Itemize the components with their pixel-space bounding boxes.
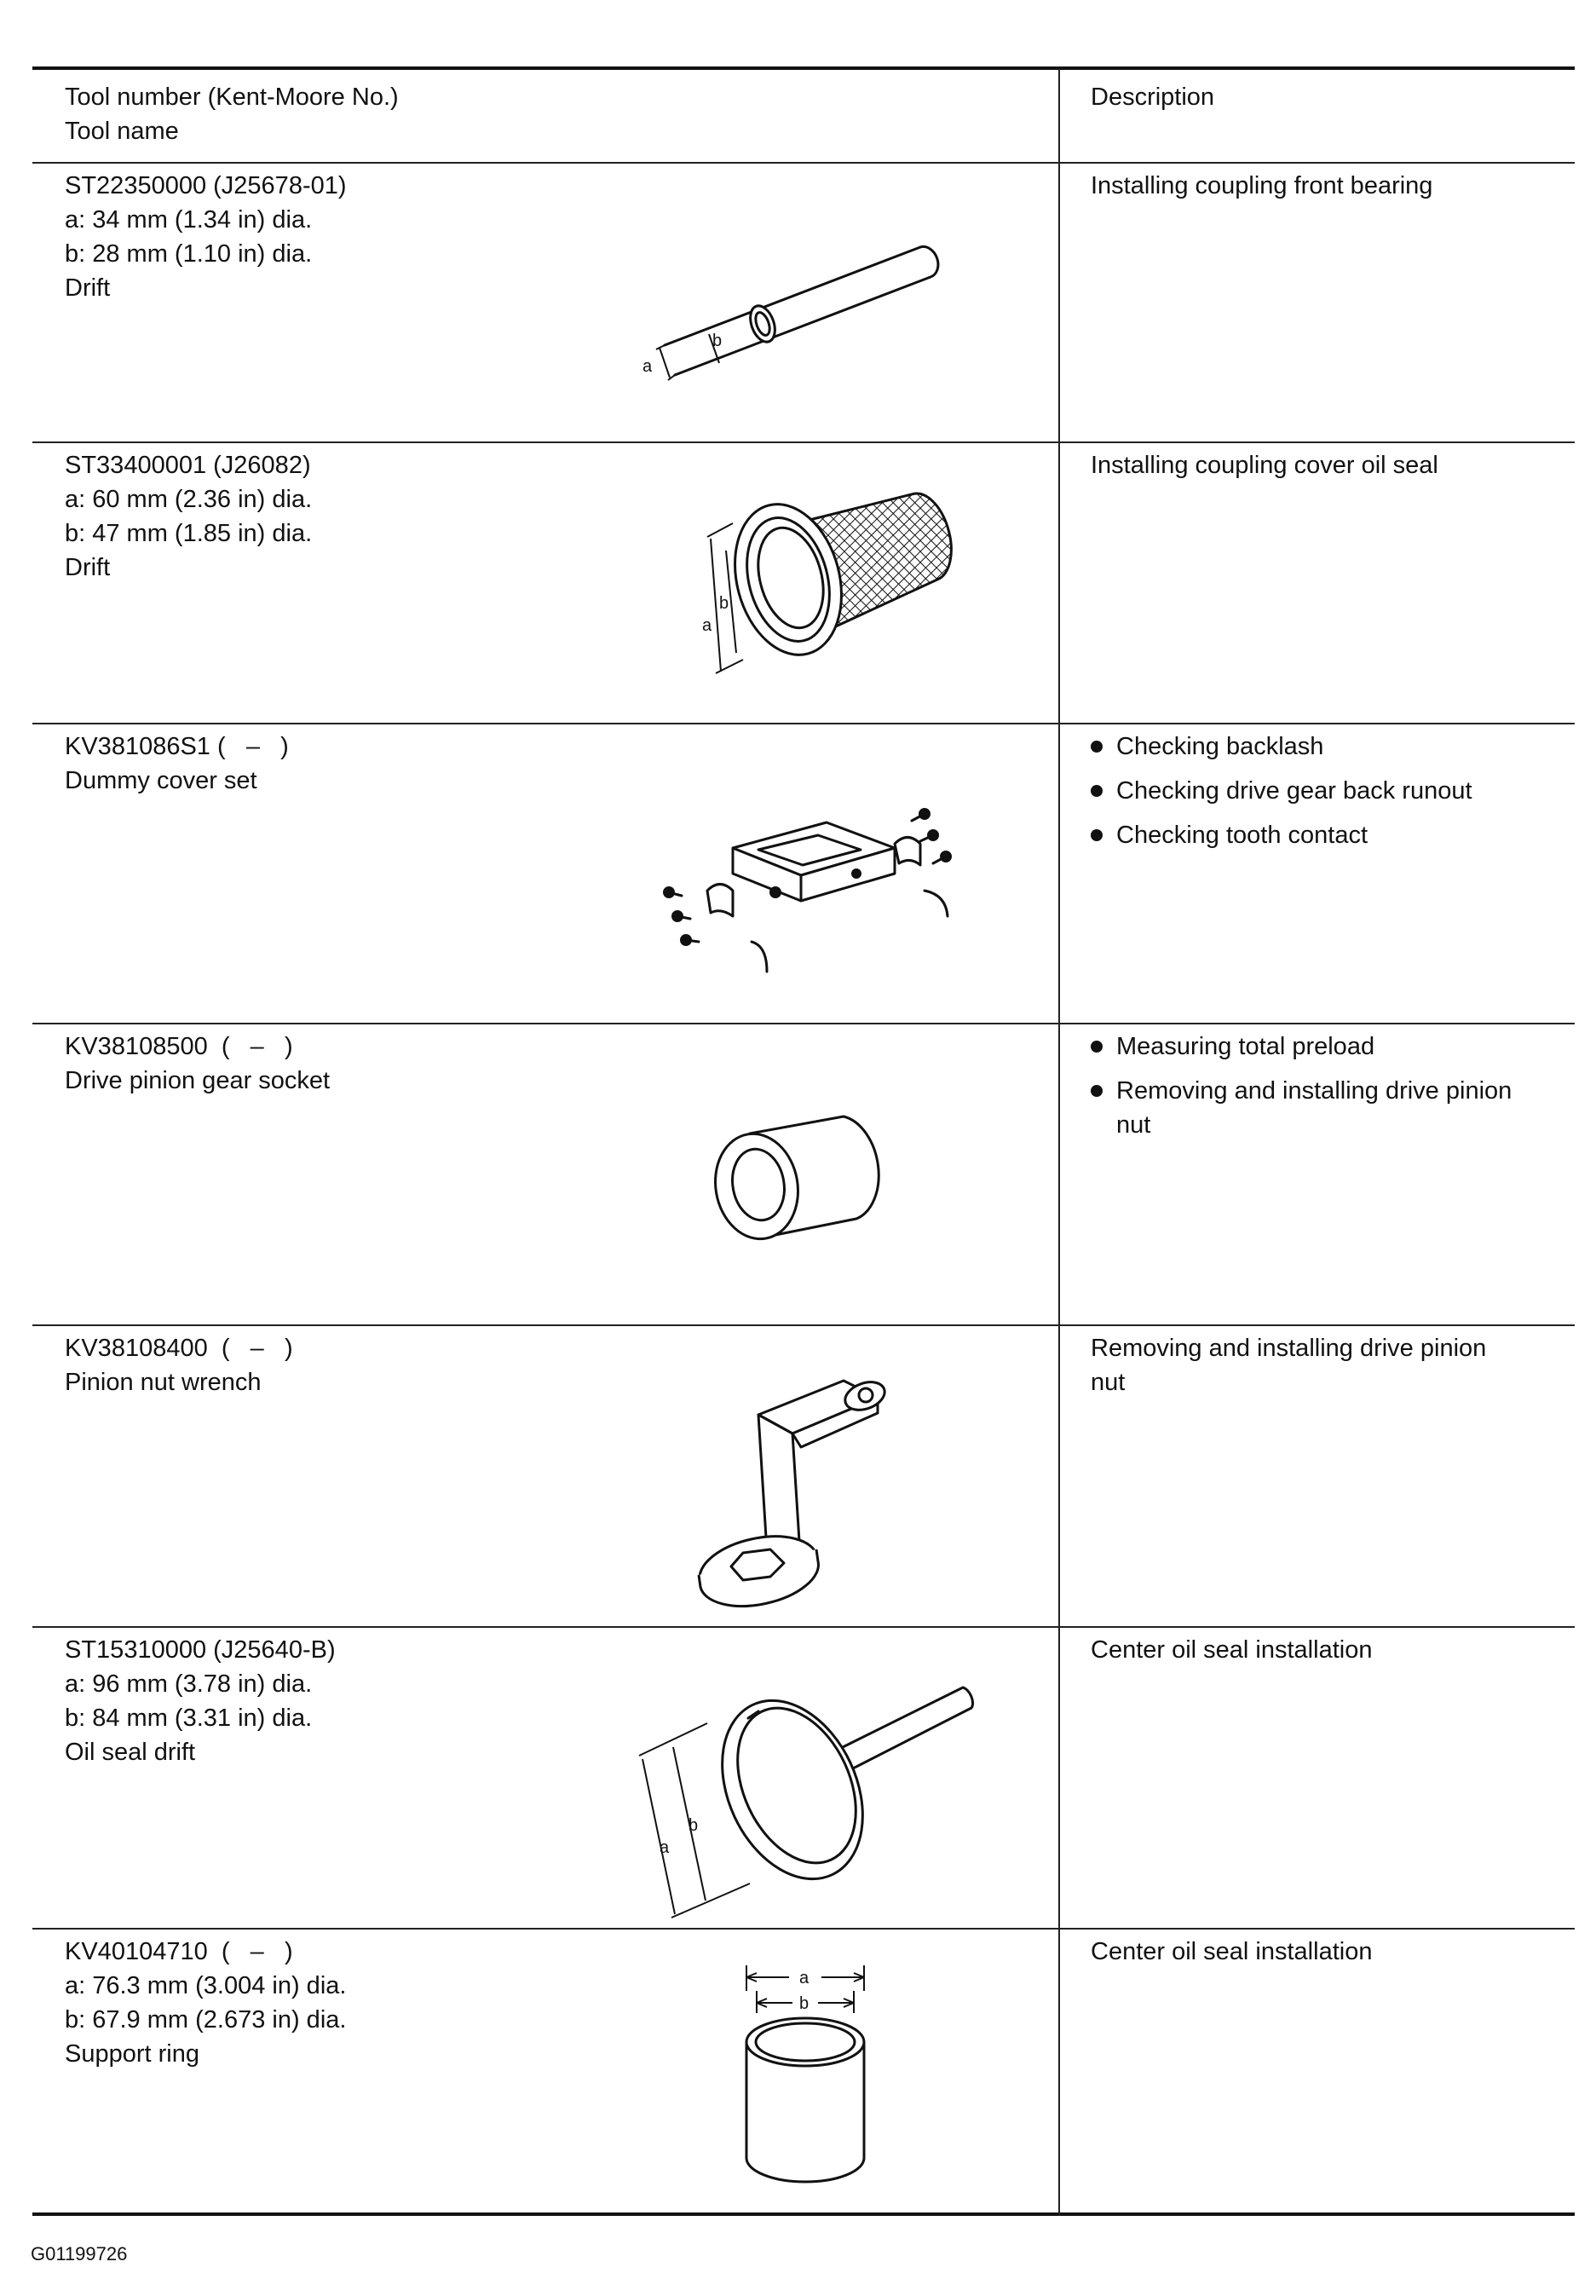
tool-number: ST33400001 (J26082): [65, 452, 311, 479]
row-7-description: Center oil seal installation: [1091, 1938, 1373, 1965]
tool-number: KV381086S1 ( – ): [65, 733, 289, 760]
socket-icon: [699, 1099, 903, 1287]
tool-number: ST22350000 (J25678-01): [65, 172, 347, 199]
row-1-description: Installing coupling front bearing: [1091, 172, 1433, 199]
row-3-bullet: Checking tooth contact: [1091, 818, 1551, 852]
label-b: b: [719, 594, 729, 613]
dimension-b: b: 84 mm (3.31 in) dia.: [65, 1705, 313, 1732]
bullet-icon: [1091, 829, 1103, 841]
header-rule: [32, 162, 1575, 164]
dummy-cover-set-icon: [639, 797, 963, 993]
tool-name: Oil seal drift: [65, 1739, 196, 1766]
label-b: b: [799, 1994, 810, 2013]
knurled-drift-icon: [682, 486, 954, 690]
dimension-a: a: 76.3 mm (3.004 in) dia.: [65, 1972, 347, 1999]
row-6-tool: [65, 1633, 336, 1769]
column-divider: [1058, 68, 1060, 2216]
row-divider: [32, 1023, 1575, 1024]
row-divider: [32, 1324, 1575, 1326]
row-4-bullet: Measuring total preload: [1091, 1030, 1551, 1064]
tool-number: ST15310000 (J25640-B): [65, 1636, 336, 1664]
row-divider: [32, 1928, 1575, 1930]
row-2-description: Installing coupling cover oil seal: [1091, 452, 1438, 479]
bullet-icon: [1091, 1085, 1103, 1097]
header-tool-column: [65, 80, 399, 148]
header-tool-line2: Tool name: [65, 118, 179, 145]
dimension-a: a: 96 mm (3.78 in) dia.: [65, 1670, 313, 1698]
bullet-icon: [1091, 785, 1103, 797]
dimension-a: a: 60 mm (2.36 in) dia.: [65, 486, 313, 513]
label-a: a: [702, 616, 712, 635]
row-2-tool: [65, 448, 312, 585]
header-tool-line1: Tool number (Kent-Moore No.): [65, 84, 399, 111]
label-b: b: [689, 1816, 699, 1835]
tool-name: Drift: [65, 274, 111, 302]
figure-code: G01199726: [31, 2243, 128, 2264]
row-5-description: Removing and installing drive pinion nut: [1091, 1335, 1487, 1396]
bullet-icon: [1091, 741, 1103, 753]
row-5-tool: [65, 1331, 293, 1399]
row-divider: [32, 441, 1575, 443]
tool-number: KV38108400 ( – ): [65, 1335, 293, 1362]
dimension-a: a: 34 mm (1.34 in) dia.: [65, 206, 313, 234]
row-3-bullet: Checking backlash: [1091, 730, 1551, 764]
row-4-tool: [65, 1030, 330, 1098]
table-top-rule: [32, 66, 1575, 70]
row-3-bullet: Checking drive gear back runout: [1091, 774, 1551, 808]
tool-name: Drift: [65, 554, 111, 581]
table-bottom-rule: [32, 2212, 1575, 2216]
row-1-tool: [65, 169, 347, 305]
row-7-tool: [65, 1935, 346, 2071]
tool-name: Dummy cover set: [65, 767, 257, 794]
oil-seal-drift-icon: [622, 1670, 980, 1918]
dimension-b: b: 47 mm (1.85 in) dia.: [65, 520, 313, 547]
label-a: a: [642, 357, 653, 376]
support-ring-icon: [733, 1957, 878, 2195]
drift-tube-icon: [631, 230, 954, 401]
tool-name: Drive pinion gear socket: [65, 1067, 331, 1094]
dimension-b: b: 67.9 mm (2.673 in) dia.: [65, 2006, 347, 2034]
tool-name: Support ring: [65, 2040, 199, 2068]
row-6-description: Center oil seal installation: [1091, 1636, 1373, 1664]
row-divider: [32, 1626, 1575, 1628]
row-4-bullet: Removing and installing drive pinion nut: [1091, 1074, 1551, 1142]
label-b: b: [712, 332, 723, 350]
row-divider: [32, 723, 1575, 724]
tool-number: KV38108500 ( – ): [65, 1033, 293, 1060]
label-a: a: [660, 1838, 670, 1857]
pinion-nut-wrench-icon: [682, 1364, 920, 1611]
bullet-icon: [1091, 1041, 1103, 1053]
tool-number: KV40104710 ( – ): [65, 1938, 293, 1965]
label-a: a: [799, 1969, 810, 1987]
tool-name: Pinion nut wrench: [65, 1369, 262, 1396]
row-3-tool: [65, 730, 289, 798]
header-description: Description: [1091, 84, 1215, 111]
dimension-b: b: 28 mm (1.10 in) dia.: [65, 240, 313, 268]
